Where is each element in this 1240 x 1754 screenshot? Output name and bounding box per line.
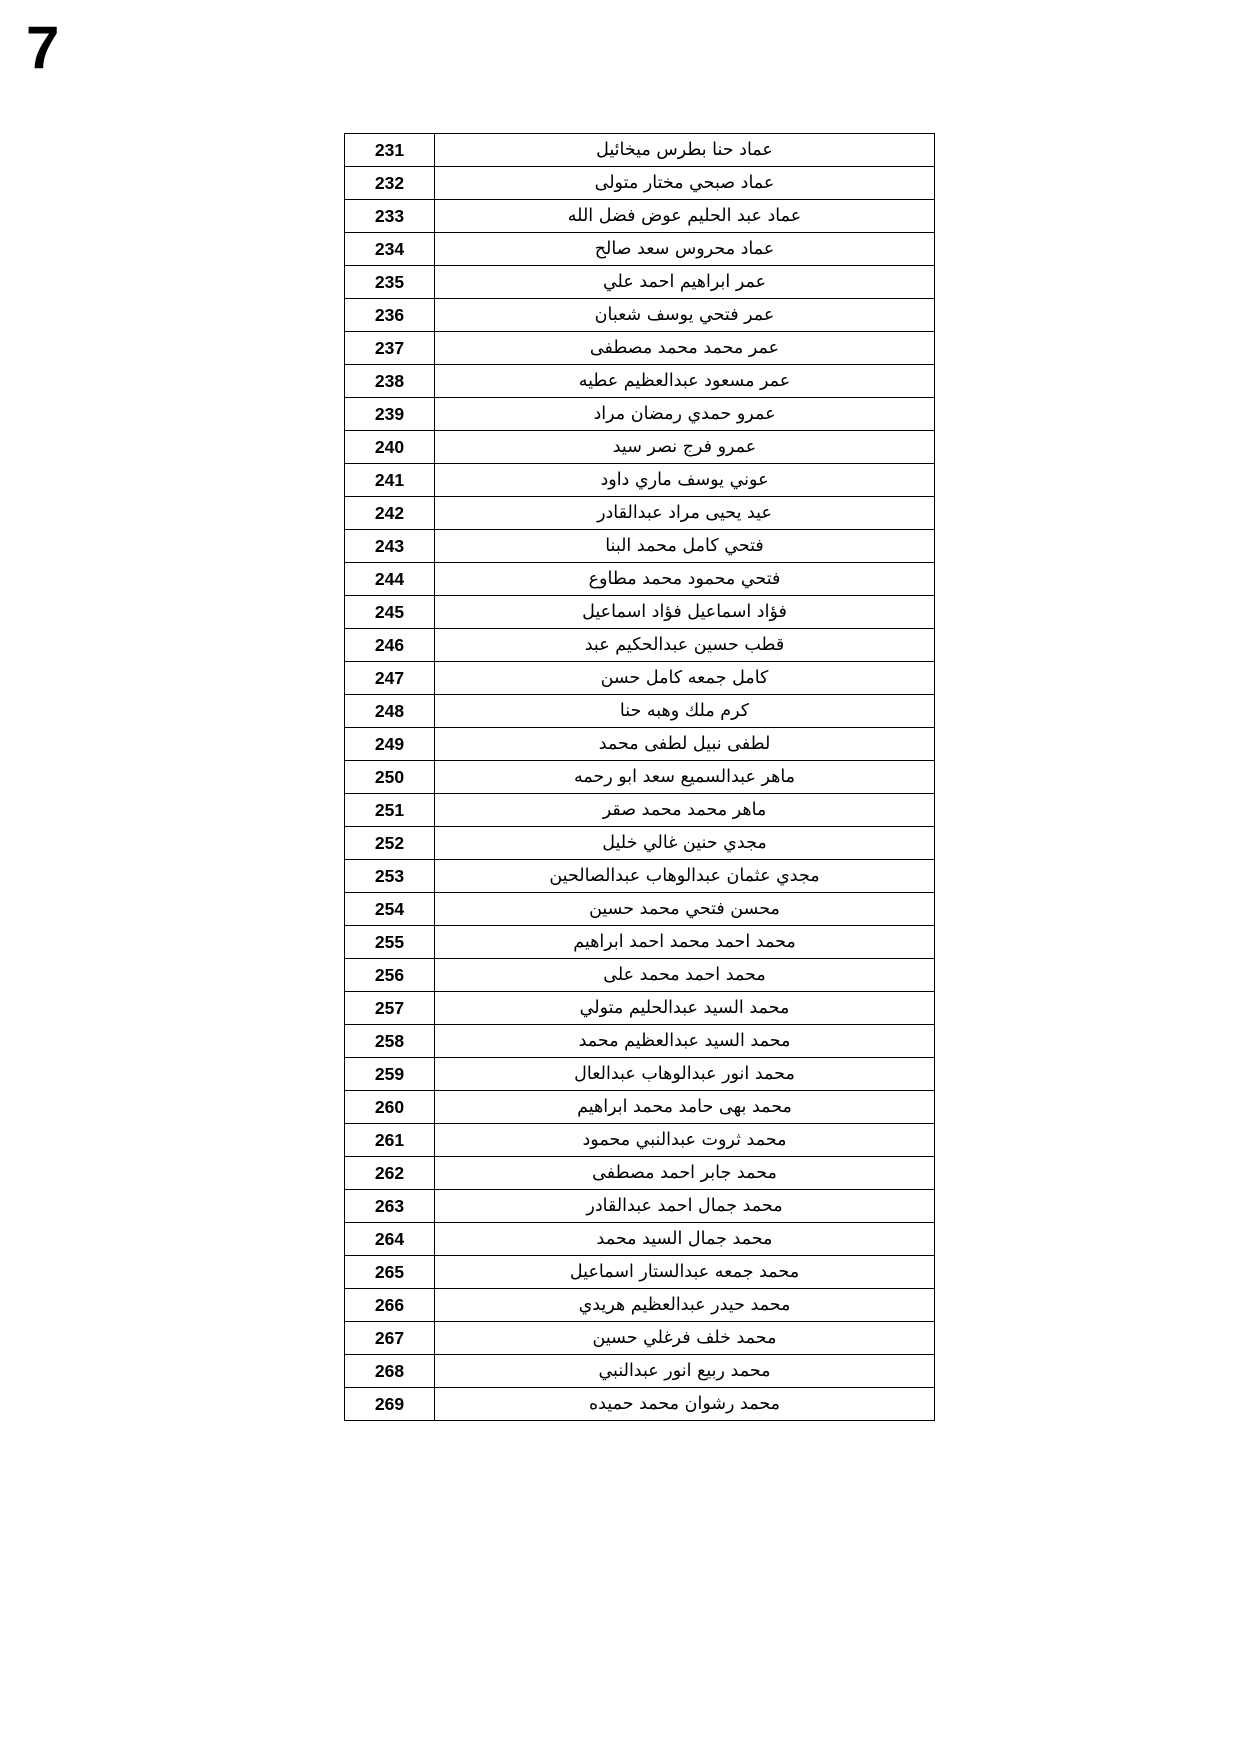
table-row: [345, 695, 935, 728]
table-row: [345, 1190, 935, 1223]
row-name: محمد احمد محمد على: [435, 959, 935, 992]
table-row: [345, 1124, 935, 1157]
names-table-container: [345, 133, 935, 1421]
table-row: [345, 992, 935, 1025]
row-number: 236: [345, 299, 435, 332]
table-row: [345, 629, 935, 662]
row-name: عماد محروس سعد صالح: [435, 233, 935, 266]
table-row: [345, 563, 935, 596]
table-row: [345, 530, 935, 563]
table-row: [345, 167, 935, 200]
table-row: [345, 1058, 935, 1091]
row-name: عمرو فرج نصر سيد: [435, 431, 935, 464]
row-number: 234: [345, 233, 435, 266]
row-number: 240: [345, 431, 435, 464]
row-number: 259: [345, 1058, 435, 1091]
table-row: [345, 596, 935, 629]
row-number: 256: [345, 959, 435, 992]
table-row: [345, 497, 935, 530]
row-number: 263: [345, 1190, 435, 1223]
table-row: [345, 431, 935, 464]
table-row: [345, 200, 935, 233]
row-name: محمد حيدر عبدالعظيم هريدي: [435, 1289, 935, 1322]
table-row: [345, 794, 935, 827]
table-row: [345, 860, 935, 893]
table-row: [345, 233, 935, 266]
row-number: 266: [345, 1289, 435, 1322]
row-name: مجدي حنين غالي خليل: [435, 827, 935, 860]
row-name: محمد السيد عبدالعظيم محمد: [435, 1025, 935, 1058]
row-name: محمد جابر احمد مصطفى: [435, 1157, 935, 1190]
row-name: لطفى نبيل لطفى محمد: [435, 728, 935, 761]
row-number: 238: [345, 365, 435, 398]
row-number: 231: [345, 134, 435, 167]
row-name: عمر محمد محمد مصطفى: [435, 332, 935, 365]
row-name: محمد احمد محمد احمد ابراهيم: [435, 926, 935, 959]
row-number: 255: [345, 926, 435, 959]
row-number: 264: [345, 1223, 435, 1256]
table-row: [345, 464, 935, 497]
table-row: [345, 959, 935, 992]
row-number: 250: [345, 761, 435, 794]
table-row: [345, 827, 935, 860]
row-name: قطب حسين عبدالحكيم عبد: [435, 629, 935, 662]
row-name: عماد حنا بطرس ميخائيل: [435, 134, 935, 167]
row-name: عمر ابراهيم احمد علي: [435, 266, 935, 299]
row-name: فتحي كامل محمد البنا: [435, 530, 935, 563]
table-row: [345, 398, 935, 431]
row-name: فؤاد اسماعيل فؤاد اسماعيل: [435, 596, 935, 629]
row-number: 258: [345, 1025, 435, 1058]
row-number: 246: [345, 629, 435, 662]
row-number: 245: [345, 596, 435, 629]
row-name: محمد رشوان محمد حميده: [435, 1388, 935, 1421]
row-name: عمر مسعود عبدالعظيم عطيه: [435, 365, 935, 398]
row-number: 261: [345, 1124, 435, 1157]
row-name: محمد جمعه عبدالستار اسماعيل: [435, 1256, 935, 1289]
table-row: [345, 266, 935, 299]
row-number: 232: [345, 167, 435, 200]
row-number: 265: [345, 1256, 435, 1289]
table-row: [345, 728, 935, 761]
table-row: [345, 1256, 935, 1289]
row-name: عمر فتحي يوسف شعبان: [435, 299, 935, 332]
table-row: [345, 299, 935, 332]
row-number: 237: [345, 332, 435, 365]
row-name: محمد خلف فرغلي حسين: [435, 1322, 935, 1355]
row-number: 268: [345, 1355, 435, 1388]
row-number: 260: [345, 1091, 435, 1124]
table-row: [345, 1223, 935, 1256]
names-table-body: [345, 134, 935, 1421]
row-name: محمد جمال احمد عبدالقادر: [435, 1190, 935, 1223]
row-number: 257: [345, 992, 435, 1025]
row-name: فتحي محمود محمد مطاوع: [435, 563, 935, 596]
table-row: [345, 893, 935, 926]
page-number: 7: [26, 14, 59, 81]
row-number: 254: [345, 893, 435, 926]
row-name: محمد ربيع انور عبدالنبي: [435, 1355, 935, 1388]
row-name: عيد يحيى مراد عبدالقادر: [435, 497, 935, 530]
row-name: محمد ثروت عبدالنبي محمود: [435, 1124, 935, 1157]
row-name: ماهر محمد محمد صقر: [435, 794, 935, 827]
table-row: [345, 365, 935, 398]
table-row: [345, 134, 935, 167]
row-number: 249: [345, 728, 435, 761]
row-number: 242: [345, 497, 435, 530]
row-number: 267: [345, 1322, 435, 1355]
table-row: [345, 761, 935, 794]
row-name: محمد بهى حامد محمد ابراهيم: [435, 1091, 935, 1124]
row-number: 243: [345, 530, 435, 563]
row-number: 262: [345, 1157, 435, 1190]
row-number: 253: [345, 860, 435, 893]
table-row: [345, 662, 935, 695]
table-row: [345, 1289, 935, 1322]
row-number: 269: [345, 1388, 435, 1421]
row-number: 239: [345, 398, 435, 431]
row-name: محسن فتحي محمد حسين: [435, 893, 935, 926]
row-name: عماد عبد الحليم عوض فضل الله: [435, 200, 935, 233]
table-row: [345, 1388, 935, 1421]
row-name: عمرو حمدي رمضان مراد: [435, 398, 935, 431]
row-name: عماد صبحي مختار متولى: [435, 167, 935, 200]
table-row: [345, 1355, 935, 1388]
row-number: 252: [345, 827, 435, 860]
row-name: محمد انور عبدالوهاب عبدالعال: [435, 1058, 935, 1091]
table-row: [345, 1157, 935, 1190]
table-row: [345, 1091, 935, 1124]
row-name: محمد جمال السيد محمد: [435, 1223, 935, 1256]
row-number: 247: [345, 662, 435, 695]
row-name: محمد السيد عبدالحليم متولي: [435, 992, 935, 1025]
table-row: [345, 332, 935, 365]
row-number: 233: [345, 200, 435, 233]
row-name: كرم ملك وهبه حنا: [435, 695, 935, 728]
row-number: 235: [345, 266, 435, 299]
row-number: 251: [345, 794, 435, 827]
table-row: [345, 1025, 935, 1058]
row-number: 241: [345, 464, 435, 497]
row-name: كامل جمعه كامل حسن: [435, 662, 935, 695]
table-row: [345, 926, 935, 959]
row-number: 248: [345, 695, 435, 728]
row-number: 244: [345, 563, 435, 596]
row-name: عوني يوسف ماري داود: [435, 464, 935, 497]
row-name: ماهر عبدالسميع سعد ابو رحمه: [435, 761, 935, 794]
names-table: [344, 133, 935, 1421]
table-row: [345, 1322, 935, 1355]
row-name: مجدي عثمان عبدالوهاب عبدالصالحين: [435, 860, 935, 893]
